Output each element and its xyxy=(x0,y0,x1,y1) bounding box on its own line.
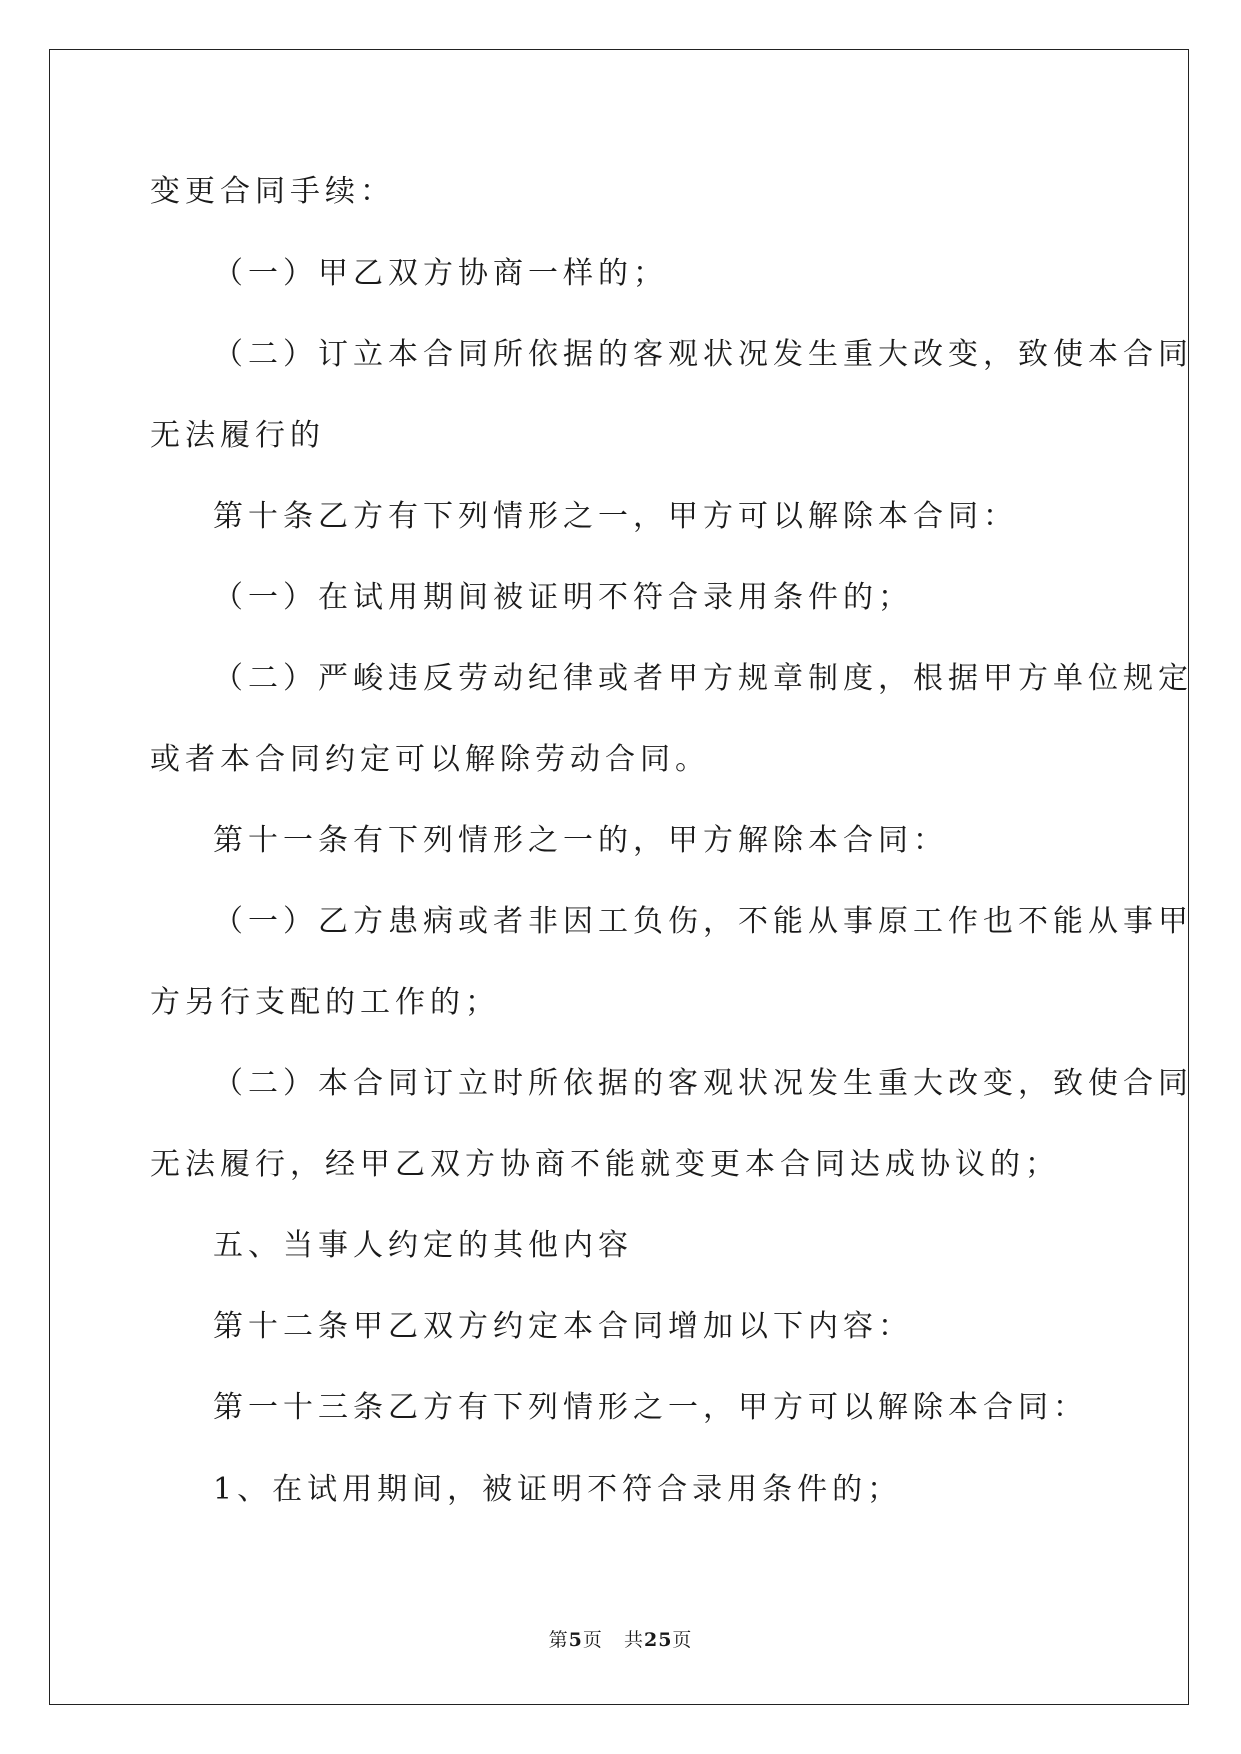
body-line-6: （一）在试用期间被证明不符合录用条件的； xyxy=(213,580,913,615)
footer-total-pages: 25 xyxy=(643,1629,673,1651)
footer-page-prefix: 第 xyxy=(548,1629,569,1651)
body-line-10: （一）乙方患病或者非因工负伤，不能从事原工作也不能从事甲 xyxy=(213,904,1193,939)
body-line-12: （二）本合同订立时所依据的客观状况发生重大改变，致使合同 xyxy=(213,1066,1193,1101)
body-line-14: 五、当事人约定的其他内容 xyxy=(213,1228,633,1263)
body-line-16: 第一十三条乙方有下列情形之一，甲方可以解除本合同： xyxy=(213,1390,1088,1425)
body-line-9: 第十一条有下列情形之一的，甲方解除本合同： xyxy=(213,823,948,858)
body-line-15: 第十二条甲乙双方约定本合同增加以下内容： xyxy=(213,1309,913,1344)
body-line-7: （二）严峻违反劳动纪律或者甲方规章制度，根据甲方单位规定 xyxy=(213,661,1193,696)
body-line-13: 无法履行，经甲乙双方协商不能就变更本合同达成协议的； xyxy=(150,1147,1060,1182)
footer-page-number: 5 xyxy=(568,1629,583,1651)
body-line-8: 或者本合同约定可以解除劳动合同。 xyxy=(150,742,710,777)
body-line-17: 1、在试用期间，被证明不符合录用条件的； xyxy=(213,1472,903,1507)
page-border xyxy=(49,49,1189,1705)
body-line-3: （二）订立本合同所依据的客观状况发生重大改变，致使本合同 xyxy=(213,337,1193,372)
body-line-1: 变更合同手续： xyxy=(150,174,395,209)
body-line-11: 方另行支配的工作的； xyxy=(150,985,500,1020)
footer-total-suffix: 页 xyxy=(672,1629,693,1651)
footer-page-suffix: 页 xyxy=(582,1629,603,1651)
footer-total-prefix: 共 xyxy=(623,1629,644,1651)
page-footer xyxy=(0,1628,1241,1652)
body-line-5: 第十条乙方有下列情形之一，甲方可以解除本合同： xyxy=(213,499,1018,534)
body-line-4: 无法履行的 xyxy=(150,418,325,453)
body-line-2: （一）甲乙双方协商一样的； xyxy=(213,256,668,291)
